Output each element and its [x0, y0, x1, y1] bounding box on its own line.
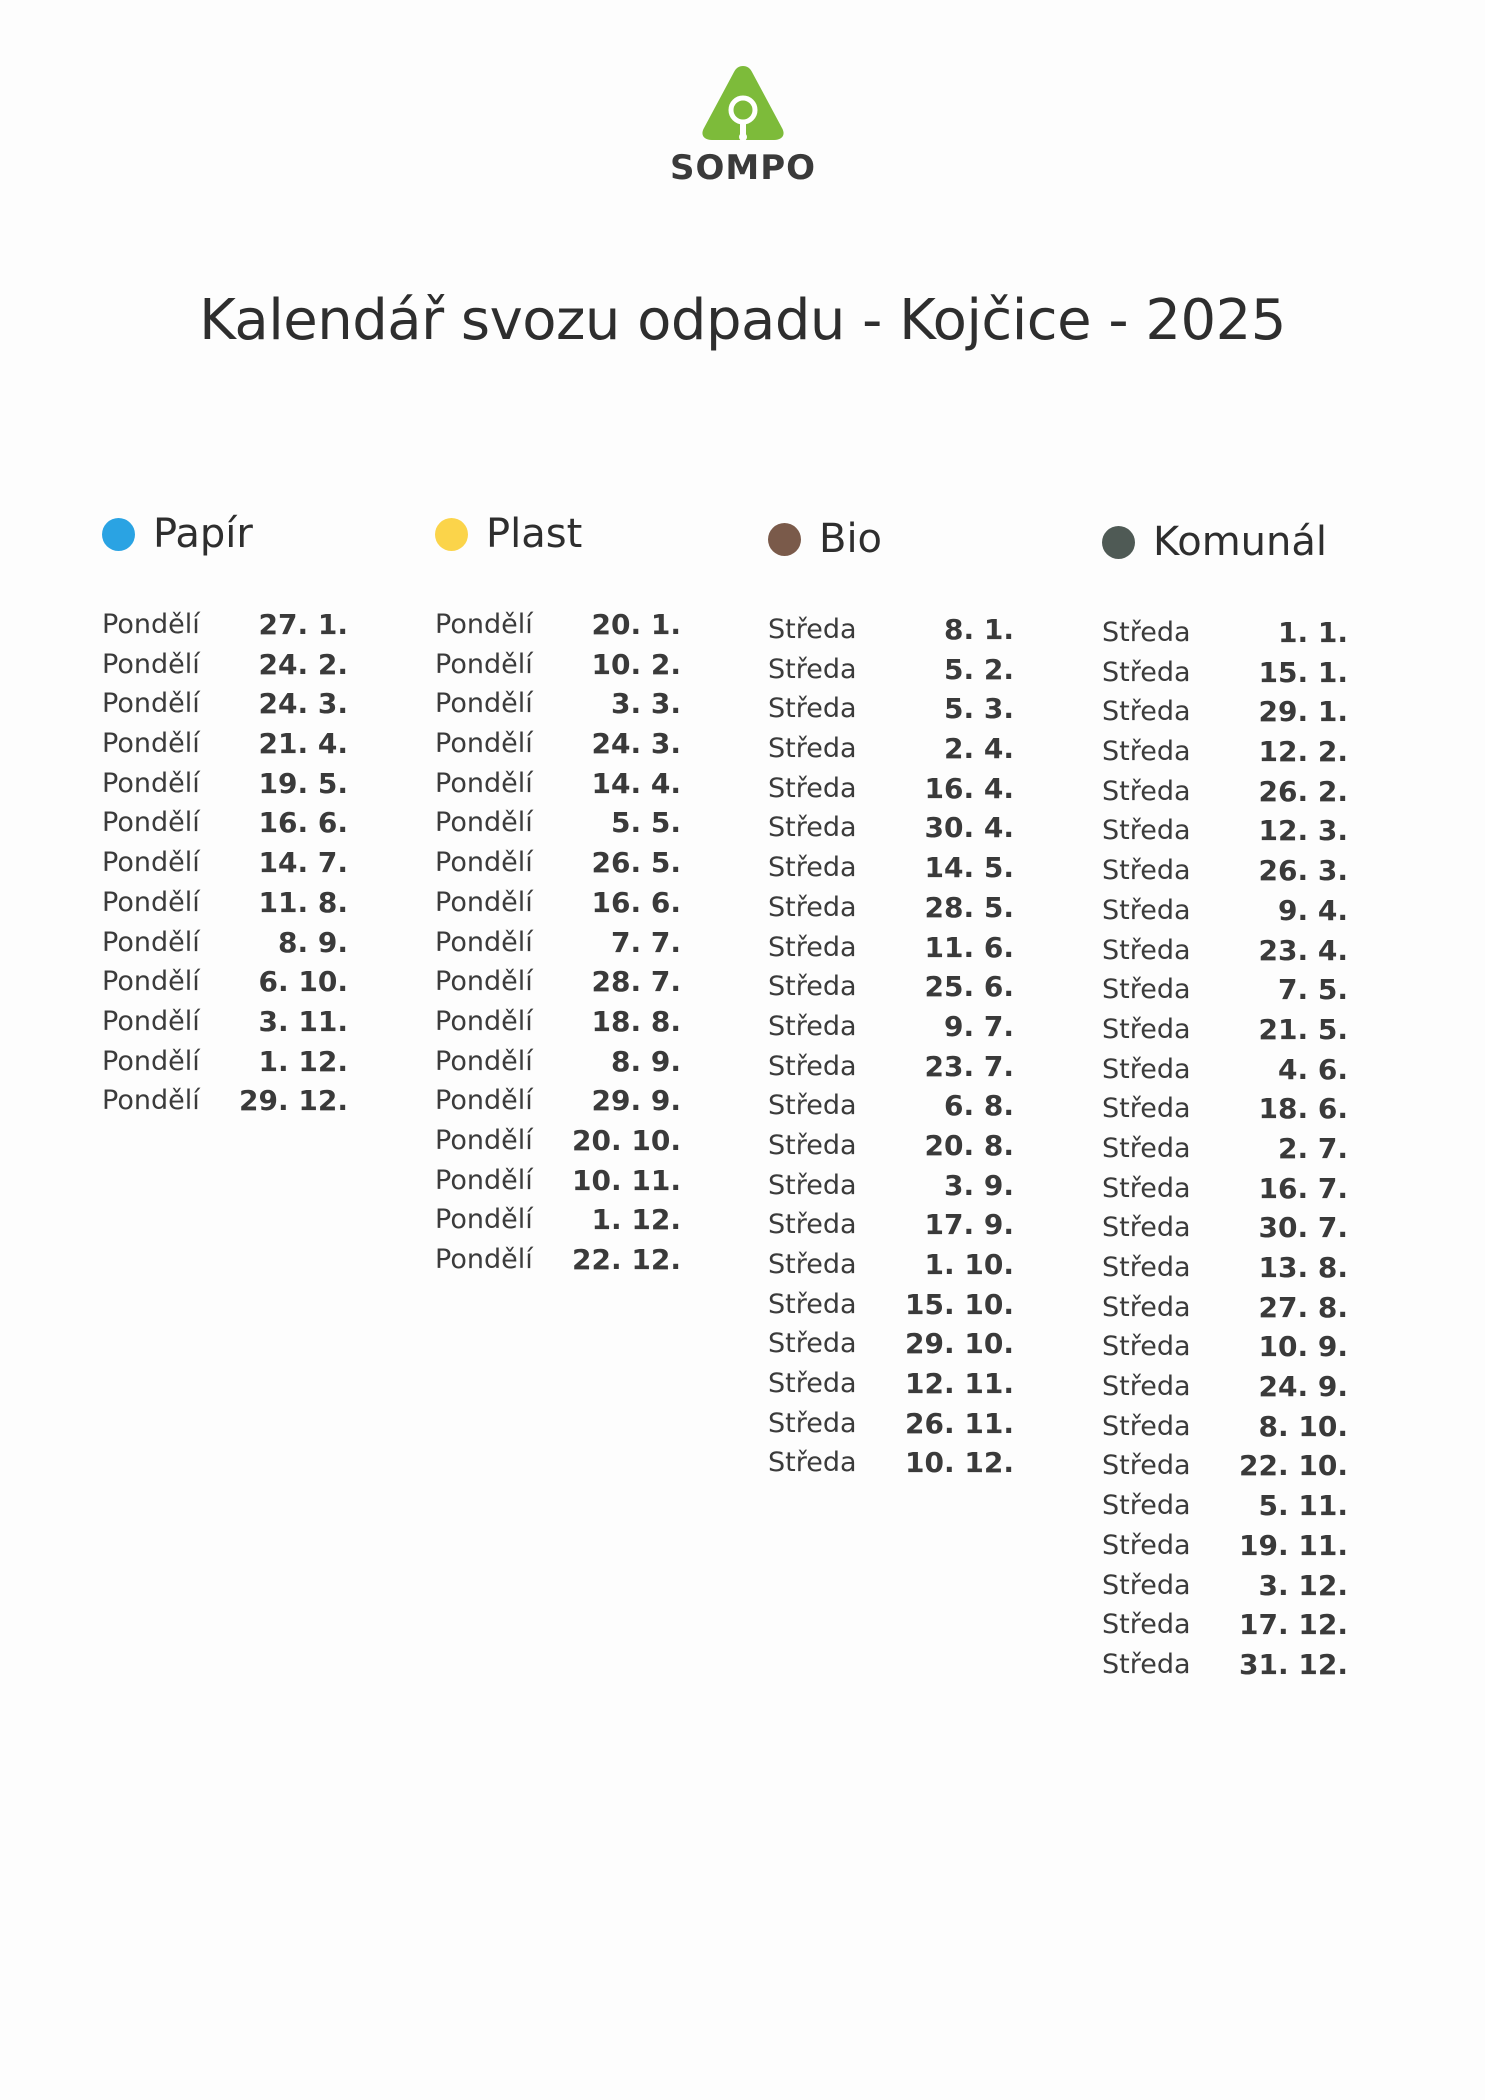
schedule-row	[102, 605, 348, 645]
schedule-row	[1102, 1486, 1348, 1526]
schedule-row	[435, 1042, 681, 1082]
collection-day: Středa	[1102, 1013, 1191, 1045]
collection-date: 9. 4.	[1278, 893, 1348, 927]
schedule-row	[768, 1404, 1014, 1444]
schedule-row	[102, 843, 348, 883]
schedule-row	[102, 645, 348, 685]
collection-date: 26. 3.	[1258, 854, 1348, 888]
collection-day: Pondělí	[435, 1124, 533, 1156]
collection-day: Pondělí	[435, 1204, 533, 1236]
column-title: Plast	[486, 511, 583, 557]
schedule-row	[102, 962, 348, 1002]
collection-date: 27. 1.	[258, 608, 348, 641]
collection-day: Středa	[1102, 1490, 1191, 1522]
collection-date: 8. 9.	[278, 925, 348, 959]
collection-day: Středa	[1102, 1291, 1191, 1323]
schedule-row	[435, 1081, 681, 1121]
collection-day: Pondělí	[435, 767, 533, 799]
logo-text: SOMPO	[669, 148, 817, 188]
schedule-row	[435, 962, 681, 1002]
collection-day: Pondělí	[102, 966, 200, 998]
collection-day: Středa	[1102, 656, 1191, 688]
collection-date: 5. 3.	[944, 692, 1014, 726]
schedule-row	[435, 724, 681, 764]
schedule-row	[435, 923, 681, 963]
collection-day: Pondělí	[435, 966, 533, 998]
collection-day: Středa	[768, 653, 857, 685]
collection-day: Středa	[1102, 815, 1191, 847]
schedule-row	[1102, 970, 1348, 1010]
column-header	[102, 505, 348, 563]
schedule-row	[768, 729, 1014, 769]
schedule-row	[435, 684, 681, 724]
collection-date: 1. 1.	[1278, 616, 1348, 649]
collection-date: 8. 9.	[611, 1044, 681, 1078]
schedule-row	[1102, 653, 1348, 693]
column-header	[768, 510, 1014, 568]
collection-date: 3. 12.	[1258, 1568, 1348, 1602]
collection-date: 20. 1.	[591, 608, 681, 641]
collection-date: 11. 6.	[924, 930, 1014, 964]
collection-date: 7. 7.	[611, 925, 681, 959]
schedule-row	[1102, 1645, 1348, 1685]
collection-date: 30. 4.	[924, 811, 1014, 845]
collection-date: 3. 3.	[611, 687, 681, 721]
collection-day: Pondělí	[102, 728, 200, 760]
collection-date: 29. 9.	[591, 1084, 681, 1118]
category-dot-icon	[435, 518, 468, 551]
schedule-row	[1102, 772, 1348, 812]
collection-date: 14. 7.	[258, 846, 348, 880]
collection-day: Středa	[1102, 974, 1191, 1006]
collection-date: 16. 6.	[591, 885, 681, 919]
collection-date: 8. 10.	[1258, 1409, 1348, 1443]
schedule-row	[1102, 1526, 1348, 1566]
collection-date: 11. 8.	[258, 885, 348, 919]
collection-date: 15. 10.	[905, 1287, 1014, 1321]
collection-day: Středa	[768, 1129, 857, 1161]
collection-date: 10. 2.	[591, 647, 681, 681]
collection-date: 20. 8.	[924, 1128, 1014, 1162]
collection-date: 2. 7.	[1278, 1131, 1348, 1165]
schedule-row	[435, 764, 681, 804]
collection-day: Středa	[1102, 934, 1191, 966]
collection-date: 25. 6.	[924, 970, 1014, 1004]
schedule-row	[1102, 811, 1348, 851]
collection-date: 19. 5.	[258, 766, 348, 800]
collection-day: Středa	[768, 1050, 857, 1082]
collection-date: 5. 2.	[944, 652, 1014, 686]
collection-date: 14. 5.	[924, 851, 1014, 885]
schedule-row	[102, 883, 348, 923]
collection-date: 12. 3.	[1258, 814, 1348, 848]
schedule-row	[768, 1007, 1014, 1047]
collection-date: 1. 10.	[924, 1248, 1014, 1281]
collection-day: Pondělí	[102, 1085, 200, 1117]
column-header	[1102, 513, 1348, 571]
schedule-row	[1102, 891, 1348, 931]
collection-date: 5. 5.	[611, 806, 681, 840]
schedule-row	[768, 610, 1014, 650]
schedule-row	[435, 1200, 681, 1240]
schedule-row	[768, 808, 1014, 848]
collection-date: 28. 5.	[924, 890, 1014, 924]
collection-day: Středa	[1102, 1569, 1191, 1601]
column-title: Papír	[153, 511, 253, 557]
category-dot-icon	[102, 518, 135, 551]
schedule-row	[435, 1240, 681, 1280]
collection-day: Pondělí	[435, 926, 533, 958]
schedule-row	[768, 967, 1014, 1007]
schedule-row	[435, 1161, 681, 1201]
collection-day: Středa	[1102, 1609, 1191, 1641]
collection-day: Pondělí	[102, 767, 200, 799]
schedule-row	[768, 1205, 1014, 1245]
collection-date: 21. 5.	[1258, 1012, 1348, 1046]
collection-date: 30. 7.	[1258, 1211, 1348, 1245]
collection-date: 28. 7.	[591, 965, 681, 999]
collection-day: Středa	[1102, 1172, 1191, 1204]
category-dot-icon	[768, 523, 801, 556]
collection-day: Pondělí	[102, 688, 200, 720]
schedule-row	[768, 1086, 1014, 1126]
schedule-row	[435, 1121, 681, 1161]
category-dot-icon	[1102, 526, 1135, 559]
schedule-row	[435, 645, 681, 685]
collection-day: Pondělí	[102, 1045, 200, 1077]
collection-date: 18. 8.	[591, 1004, 681, 1038]
schedule-row	[435, 883, 681, 923]
collection-day: Středa	[768, 1407, 857, 1439]
collection-day: Pondělí	[102, 1005, 200, 1037]
collection-date: 20. 10.	[572, 1123, 681, 1157]
collection-day: Středa	[768, 1010, 857, 1042]
schedule-row	[1102, 613, 1348, 653]
schedule-row	[1102, 1566, 1348, 1606]
collection-date: 18. 6.	[1258, 1092, 1348, 1126]
collection-date: 8. 1.	[944, 613, 1014, 646]
collection-date: 3. 9.	[944, 1168, 1014, 1202]
collection-day: Středa	[1102, 1371, 1191, 1403]
schedule-row	[102, 764, 348, 804]
schedule-row	[102, 1042, 348, 1082]
collection-day: Pondělí	[102, 847, 200, 879]
schedule-row	[1102, 1288, 1348, 1328]
collection-date: 10. 12.	[905, 1446, 1014, 1480]
collection-date: 3. 11.	[258, 1004, 348, 1038]
collection-date: 29. 12.	[239, 1084, 348, 1118]
collection-date: 1. 12.	[258, 1044, 348, 1078]
collection-day: Středa	[768, 931, 857, 963]
collection-date: 10. 11.	[572, 1163, 681, 1197]
schedule-row	[102, 1081, 348, 1121]
schedule-row	[1102, 851, 1348, 891]
collection-day: Pondělí	[435, 648, 533, 680]
collection-day: Pondělí	[435, 1244, 533, 1275]
collection-date: 26. 5.	[591, 846, 681, 880]
collection-day: Pondělí	[102, 926, 200, 958]
schedule-list	[102, 605, 348, 1121]
schedule-row	[768, 928, 1014, 968]
collection-date: 24. 2.	[258, 647, 348, 681]
schedule-row	[768, 1126, 1014, 1166]
collection-day: Středa	[1102, 1450, 1191, 1482]
collection-day: Středa	[1102, 1252, 1191, 1283]
schedule-row	[1102, 931, 1348, 971]
collection-day: Pondělí	[435, 609, 533, 640]
schedule-list	[1102, 613, 1348, 1685]
collection-day: Středa	[768, 1328, 857, 1360]
column-title: Bio	[819, 516, 883, 562]
schedule-row	[435, 843, 681, 883]
collection-day: Středa	[1102, 1648, 1191, 1680]
schedule-row	[768, 1443, 1014, 1483]
collection-day: Středa	[1102, 1093, 1191, 1125]
collection-day: Pondělí	[435, 847, 533, 879]
collection-day: Středa	[1102, 894, 1191, 926]
collection-date: 14. 4.	[591, 766, 681, 800]
collection-day: Středa	[1102, 696, 1191, 728]
schedule-list	[435, 605, 681, 1280]
collection-date: 24. 9.	[1258, 1370, 1348, 1404]
schedule-row	[102, 803, 348, 843]
schedule-row	[435, 803, 681, 843]
collection-day: Středa	[768, 891, 857, 923]
collection-date: 1. 12.	[591, 1203, 681, 1237]
collection-day: Středa	[1102, 1331, 1191, 1363]
collection-day: Středa	[768, 1209, 857, 1241]
collection-day: Středa	[1102, 775, 1191, 807]
collection-day: Středa	[768, 1288, 857, 1320]
collection-date: 31. 12.	[1239, 1647, 1348, 1681]
collection-date: 10. 9.	[1258, 1330, 1348, 1364]
collection-day: Pondělí	[102, 807, 200, 839]
collection-date: 2. 4.	[944, 732, 1014, 766]
sompo-logo-icon	[698, 62, 788, 144]
collection-day: Středa	[1102, 617, 1191, 648]
schedule-row	[768, 1047, 1014, 1087]
collection-date: 5. 11.	[1258, 1489, 1348, 1523]
sompo-logo	[648, 62, 838, 188]
schedule-row	[102, 684, 348, 724]
collection-day: Pondělí	[435, 886, 533, 918]
schedule-row	[1102, 1050, 1348, 1090]
schedule-row	[1102, 692, 1348, 732]
schedule-row	[435, 605, 681, 645]
collection-day: Pondělí	[102, 648, 200, 680]
schedule-row	[768, 888, 1014, 928]
collection-date: 13. 8.	[1258, 1251, 1348, 1284]
schedule-row	[1102, 1010, 1348, 1050]
schedule-list	[768, 610, 1014, 1483]
schedule-row	[1102, 1446, 1348, 1486]
schedule-row	[1102, 1089, 1348, 1129]
schedule-row	[102, 724, 348, 764]
schedule-row	[1102, 1407, 1348, 1447]
collection-date: 23. 4.	[1258, 933, 1348, 967]
schedule-row	[1102, 732, 1348, 772]
collection-day: Pondělí	[102, 886, 200, 918]
schedule-row	[1102, 1327, 1348, 1367]
collection-date: 29. 1.	[1258, 695, 1348, 729]
collection-date: 22. 10.	[1239, 1449, 1348, 1483]
collection-date: 4. 6.	[1278, 1052, 1348, 1086]
collection-date: 6. 8.	[944, 1089, 1014, 1123]
collection-date: 24. 3.	[591, 727, 681, 761]
column-papir	[102, 505, 348, 1121]
collection-day: Středa	[768, 614, 857, 645]
schedule-row	[1102, 1169, 1348, 1209]
schedule-row	[768, 848, 1014, 888]
schedule-row	[768, 1364, 1014, 1404]
column-title: Komunál	[1153, 519, 1328, 565]
collection-day: Středa	[768, 1169, 857, 1201]
collection-day: Pondělí	[435, 688, 533, 720]
collection-day: Středa	[768, 971, 857, 1003]
collection-day: Středa	[768, 733, 857, 765]
schedule-row	[768, 1166, 1014, 1206]
collection-date: 9. 7.	[944, 1009, 1014, 1043]
column-plast	[435, 505, 681, 1280]
schedule-row	[768, 689, 1014, 729]
schedule-row	[102, 923, 348, 963]
schedule-row	[1102, 1605, 1348, 1645]
collection-day: Středa	[768, 772, 857, 804]
schedule-row	[1102, 1248, 1348, 1288]
column-bio	[768, 510, 1014, 1483]
collection-date: 12. 2.	[1258, 735, 1348, 769]
collection-day: Středa	[768, 693, 857, 725]
collection-day: Středa	[768, 1447, 857, 1479]
schedule-row	[768, 769, 1014, 809]
collection-date: 22. 12.	[572, 1243, 681, 1276]
collection-date: 16. 4.	[924, 771, 1014, 805]
collection-day: Středa	[1102, 1053, 1191, 1085]
collection-date: 17. 9.	[924, 1208, 1014, 1242]
collection-date: 6. 10.	[258, 965, 348, 999]
collection-day: Pondělí	[435, 1085, 533, 1117]
collection-day: Středa	[1102, 1212, 1191, 1244]
collection-day: Středa	[1102, 1529, 1191, 1561]
schedule-row	[768, 1324, 1014, 1364]
page-title: Kalendář svozu odpadu - Kojčice - 2025	[199, 288, 1286, 353]
column-komunal	[1102, 513, 1348, 1685]
schedule-row	[1102, 1367, 1348, 1407]
collection-day: Středa	[768, 812, 857, 844]
collection-date: 15. 1.	[1258, 655, 1348, 689]
column-header	[435, 505, 681, 563]
collection-date: 16. 6.	[258, 806, 348, 840]
collection-date: 19. 11.	[1239, 1528, 1348, 1562]
collection-date: 26. 2.	[1258, 774, 1348, 808]
collection-day: Středa	[768, 1090, 857, 1122]
collection-day: Středa	[1102, 1132, 1191, 1164]
collection-date: 7. 5.	[1278, 973, 1348, 1007]
schedule-row	[768, 650, 1014, 690]
schedule-row	[1102, 1208, 1348, 1248]
collection-day: Pondělí	[435, 1164, 533, 1196]
schedule-row	[435, 1002, 681, 1042]
collection-date: 24. 3.	[258, 687, 348, 721]
collection-day: Středa	[768, 852, 857, 884]
collection-date: 29. 10.	[905, 1327, 1014, 1361]
collection-date: 21. 4.	[258, 727, 348, 761]
schedule-row	[768, 1245, 1014, 1285]
collection-day: Středa	[1102, 855, 1191, 887]
collection-date: 16. 7.	[1258, 1171, 1348, 1205]
collection-date: 17. 12.	[1239, 1608, 1348, 1642]
collection-date: 27. 8.	[1258, 1290, 1348, 1324]
collection-day: Pondělí	[435, 1005, 533, 1037]
collection-date: 26. 11.	[905, 1406, 1014, 1440]
collection-day: Středa	[1102, 736, 1191, 768]
collection-date: 23. 7.	[924, 1049, 1014, 1083]
schedule-row	[768, 1285, 1014, 1325]
collection-day: Pondělí	[435, 1045, 533, 1077]
collection-day: Středa	[768, 1249, 857, 1280]
collection-day: Pondělí	[435, 807, 533, 839]
schedule-row	[102, 1002, 348, 1042]
collection-day: Pondělí	[435, 728, 533, 760]
schedule-row	[1102, 1129, 1348, 1169]
collection-date: 12. 11.	[905, 1367, 1014, 1401]
collection-day: Středa	[1102, 1410, 1191, 1442]
collection-day: Středa	[768, 1368, 857, 1400]
collection-day: Pondělí	[102, 609, 200, 640]
